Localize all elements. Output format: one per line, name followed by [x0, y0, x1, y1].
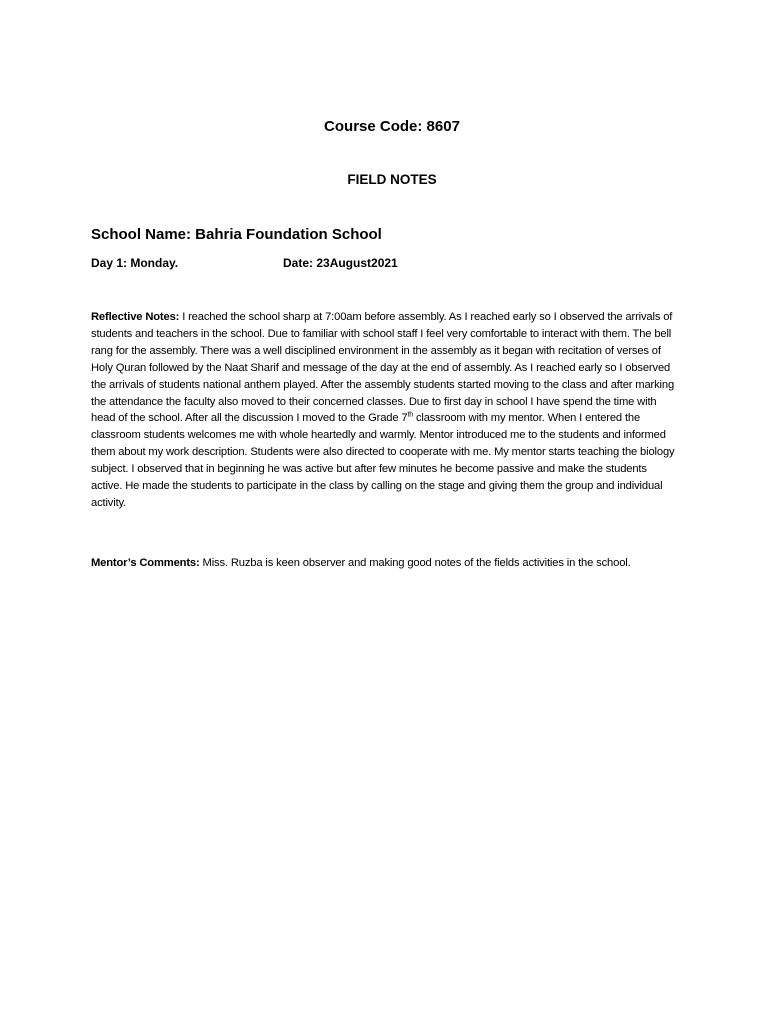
mentor-comments-label: Mentor’s Comments: — [91, 557, 200, 569]
mentor-comments-text: Miss. Ruzba is keen observer and making good notes of the fields activities in the school. — [199, 557, 631, 569]
reflective-notes-text-part2: classroom with my mentor. When I entered the classroom students welcomes me with whole heartedly and warmly. Mentor introduced me to the students and informed them about my work description. Students were also directed to cooperate with me. My mentor starts teaching the biology subject. I observed that in beginning he was active but after few minutes he become passive and make the students active. He made the students to participate in the class by calling on the stage and giving them the group and individual activity. — [91, 412, 675, 509]
school-name-heading: School Name: Bahria Foundation School — [91, 226, 382, 243]
reflective-notes-paragraph — [91, 309, 677, 512]
mentor-comments-paragraph — [91, 555, 677, 572]
field-notes-heading: FIELD NOTES — [347, 172, 437, 187]
day-label: Day 1: Monday. — [91, 256, 179, 270]
reflective-notes-text-part1: I reached the school sharp at 7:00am before assembly. As I reached early so I observed the arrivals of students and teachers in the school. Due to familiar with school staff I feel very comfortable to interact with them. The bell rang for the assembly. There was a well disciplined environment in the assembly as it began with recitation of verses of Holy Quran followed by the Naat Sharif and message of the day at the end of assembly. As I reached early so I observed the arrivals of students national anthem played. After the assembly students started moving to the class and after marking the attendance the faculty also moved to their concerned classes. Due to first day in school I have spend the time with head of the school. After all the discussion I moved to the Grade 7 — [91, 311, 675, 425]
grade-superscript: th — [407, 411, 413, 419]
course-code-heading: Course Code: 8607 — [324, 118, 460, 135]
date-label: Date: 23August2021 — [283, 256, 398, 270]
reflective-notes-label: Reflective Notes: — [91, 311, 180, 323]
